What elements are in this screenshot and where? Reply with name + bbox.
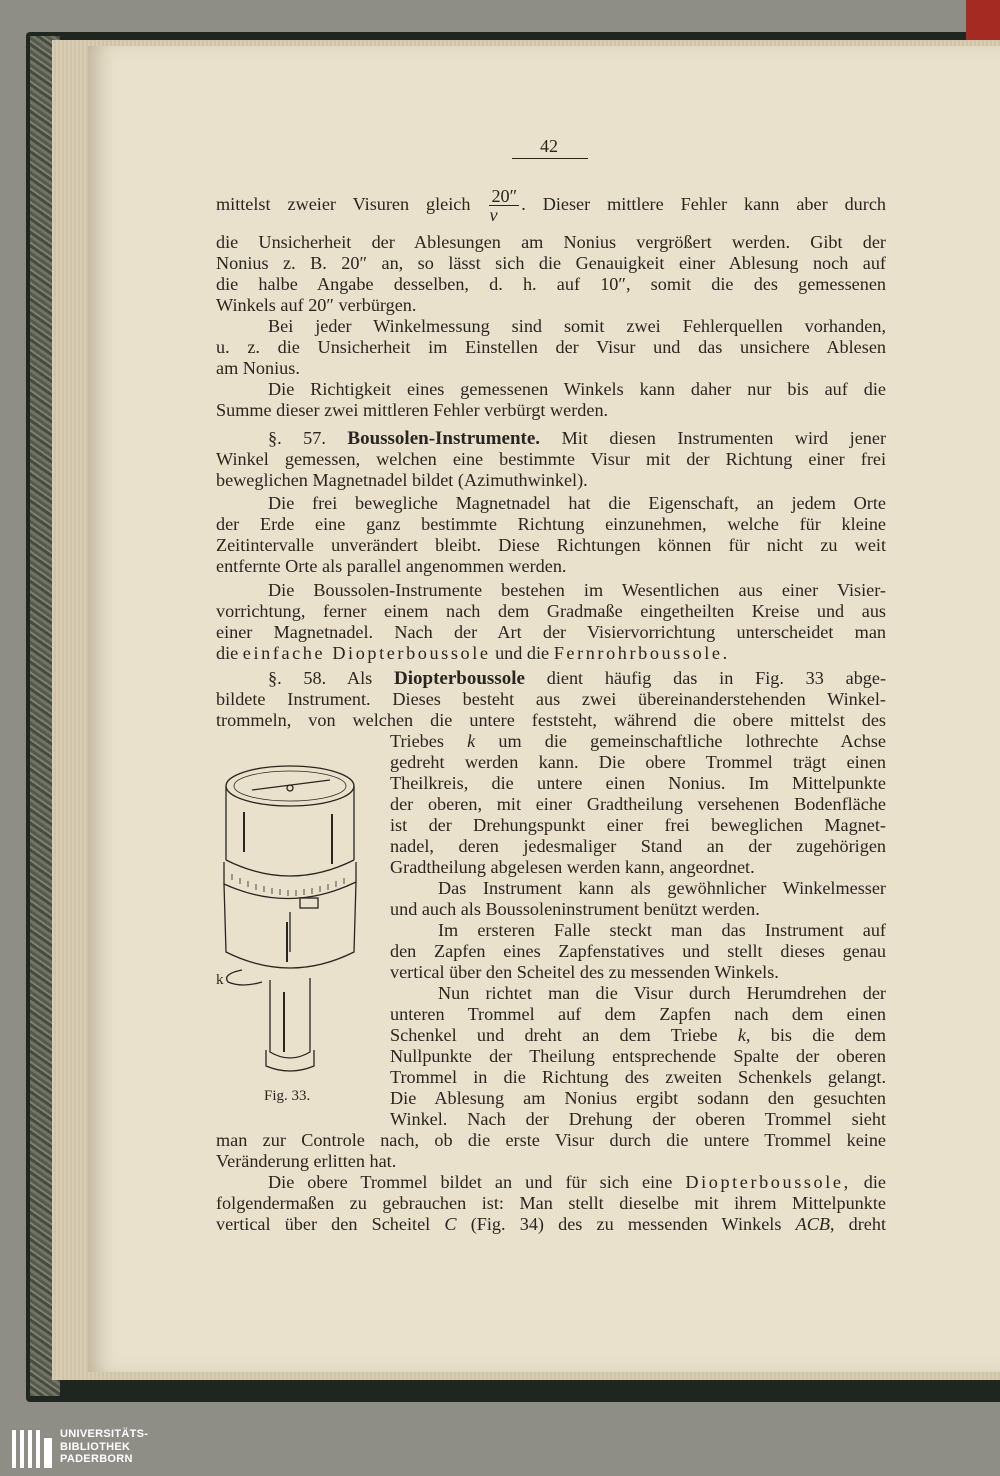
emphasis-span: einfache Diopterboussole — [242, 643, 491, 663]
text-span: C — [444, 1214, 457, 1234]
library-name-line: BIBLIOTHEK — [60, 1440, 131, 1453]
text-span: k — [467, 731, 476, 751]
fraction-numerator: 20″ — [491, 186, 518, 207]
text-line: Winkels auf 20″ verbürgen. — [216, 295, 417, 315]
text-span: die — [216, 643, 239, 663]
text-span: mittelst zweier Visuren gleich — [216, 194, 471, 214]
library-name — [60, 1428, 148, 1466]
text-line: Die frei bewegliche Magnetnadel hat die Eigenschaft, an jedem Orte — [268, 493, 886, 513]
text-line: ist der Drehungspunkt einer frei beweglichen Magnet- — [390, 815, 886, 835]
text-line: einer Magnetnadel. Nach der Art der Visiervorrichtung unterscheidet man — [216, 622, 886, 642]
text-line: man zur Controle nach, ob die erste Visur durch die untere Trommel keine — [216, 1130, 886, 1150]
text-line: Gradtheilung abgelesen werden kann, angeordnet. — [390, 857, 755, 877]
text-line: Das Instrument kann als gewöhnlicher Winkelmesser — [438, 878, 886, 898]
library-name-line: UNIVERSITÄTS- — [60, 1428, 149, 1440]
bookmark-tab — [966, 0, 1000, 40]
text-line — [390, 731, 886, 752]
text-line: der Erde eine ganz bestimmte Richtung einzunehmen, welche für kleine — [216, 514, 886, 534]
fraction-denominator: v — [489, 205, 498, 226]
text-line: Veränderung erlitten hat. — [216, 1151, 397, 1171]
section-heading-line — [268, 428, 886, 449]
text-line: vertical über den Scheitel des zu messenden Winkels. — [390, 962, 779, 982]
text-line: gedreht werden kann. Die obere Trommel trägt einen — [390, 752, 886, 772]
text-span: (Fig. 34) des zu messenden Winkels — [470, 1214, 782, 1234]
emphasis-span: Diopterboussole, — [685, 1172, 851, 1192]
library-name-line: PADERBORN — [60, 1453, 133, 1465]
text-span: Schenkel und dreht an dem Triebe — [390, 1025, 718, 1045]
text-span: §. 58. Als — [268, 668, 373, 688]
text-line — [216, 1214, 886, 1235]
figure-caption: Fig. 33. — [264, 1088, 311, 1104]
text-span: dreht — [848, 1214, 887, 1234]
text-line: Bei jeder Winkelmessung sind somit zwei Fehlerquellen vorhanden, — [268, 316, 886, 336]
text-line: u. z. die Unsicherheit im Einstellen der Visur und das unsichere Ablesen — [216, 337, 886, 357]
text-line: trommeln, von welchen die untere feststeht, während die obere mittelst des — [216, 710, 886, 730]
text-line: Zeitintervalle unverändert bleibt. Diese Richtungen können für nicht zu weit — [216, 535, 886, 555]
text-span: bis die dem — [770, 1025, 887, 1045]
text-span: die — [863, 1172, 887, 1192]
diopter-compass-illustration — [212, 752, 372, 1092]
text-span: ACB, — [795, 1214, 835, 1234]
section-title: Diopterboussole — [394, 668, 525, 689]
section-title: Boussolen-Instrumente. — [347, 428, 541, 449]
emphasis-span: Fernrohrboussole. — [553, 643, 730, 663]
text-line: Die Boussolen-Instrumente bestehen im Wesentlichen aus einer Visier- — [268, 580, 886, 600]
text-line: nadel, deren jedesmaliger Stand an der zugehörigen — [390, 836, 886, 856]
section-heading-line — [268, 668, 886, 689]
text-line: Nullpunkte der Theilung entsprechende Spalte der oberen — [390, 1046, 886, 1066]
text-line: und auch als Boussoleninstrument benützt werden. — [390, 899, 760, 919]
text-line: Im ersteren Falle steckt man das Instrument auf — [438, 920, 886, 940]
text-line: Summe dieser zwei mittleren Fehler verbürgt werden. — [216, 400, 609, 420]
text-line: entfernte Orte als parallel angenommen werden. — [216, 556, 567, 576]
text-span: . Dieser mittlere Fehler kann aber durch — [521, 194, 887, 214]
text-line — [268, 1172, 886, 1193]
text-line — [390, 1025, 886, 1046]
text-line: am Nonius. — [216, 358, 300, 378]
text-line: Trommel in die Richtung des zweiten Schenkels gelangt. — [390, 1067, 886, 1087]
text-line: Winkel gemessen, welchen eine bestimmte Visur mit der Richtung einer frei — [216, 449, 886, 469]
page-number-rule — [512, 158, 588, 159]
text-line — [216, 643, 886, 664]
text-line: Winkel. Nach der Drehung der oberen Trommel sieht — [390, 1109, 886, 1129]
text-line: den Zapfen eines Zapfenstatives und stellt dieses genau — [390, 941, 886, 961]
text-line: vorrichtung, ferner einem nach dem Gradmaße eingetheilten Kreise und aus — [216, 601, 886, 621]
text-line — [216, 186, 886, 224]
text-line: der oberen, mit einer Gradtheilung versehenen Bodenfläche — [390, 794, 886, 814]
figure-label-k: k — [216, 972, 224, 988]
text-line: bildete Instrument. Dieses besteht aus zwei übereinanderstehenden Winkel- — [216, 689, 886, 709]
text-span: Die obere Trommel bildet an und für sich eine — [268, 1172, 673, 1192]
text-line: die Unsicherheit der Ablesungen am Nonius vergrößert werden. Gibt der — [216, 232, 886, 252]
text-line: Theilkreis, die untere einen Nonius. Im Mittelpunkte — [390, 773, 886, 793]
fraction — [489, 187, 519, 224]
text-span: dient häufig das in Fig. 33 abge- — [546, 668, 887, 688]
text-span: k, — [737, 1025, 751, 1045]
text-line: beweglichen Magnetnadel bildet (Azimuthwinkel). — [216, 470, 588, 490]
text-line: Die Ablesung am Nonius ergibt sodann den gesuchten — [390, 1088, 886, 1108]
text-line: Nonius z. B. 20″ an, so lässt sich die Genauigkeit einer Ablesung noch auf — [216, 253, 886, 273]
page-number: 42 — [540, 136, 558, 156]
section-number: §. 57. — [268, 428, 326, 448]
text-line: Die Richtigkeit eines gemessenen Winkels kann daher nur bis auf die — [268, 379, 886, 399]
text-line: unteren Trommel auf dem Zapfen nach dem einen — [390, 1004, 886, 1024]
text-line: die halbe Angabe desselben, d. h. auf 10″, somit die des gemessenen — [216, 274, 886, 294]
text-span: Mit diesen Instrumenten wird jener — [561, 428, 887, 448]
text-span: vertical über den Scheitel — [216, 1214, 431, 1234]
text-line: Nun richtet man die Visur durch Herumdrehen der — [438, 983, 886, 1003]
text-span: und die — [495, 643, 550, 663]
text-span: um die gemeinschaftliche lothrechte Achse — [498, 731, 887, 751]
text-span: Triebes — [390, 731, 444, 751]
text-line: folgendermaßen zu gebrauchen ist: Man stellt dieselbe mit ihrem Mittelpunkte — [216, 1193, 886, 1213]
